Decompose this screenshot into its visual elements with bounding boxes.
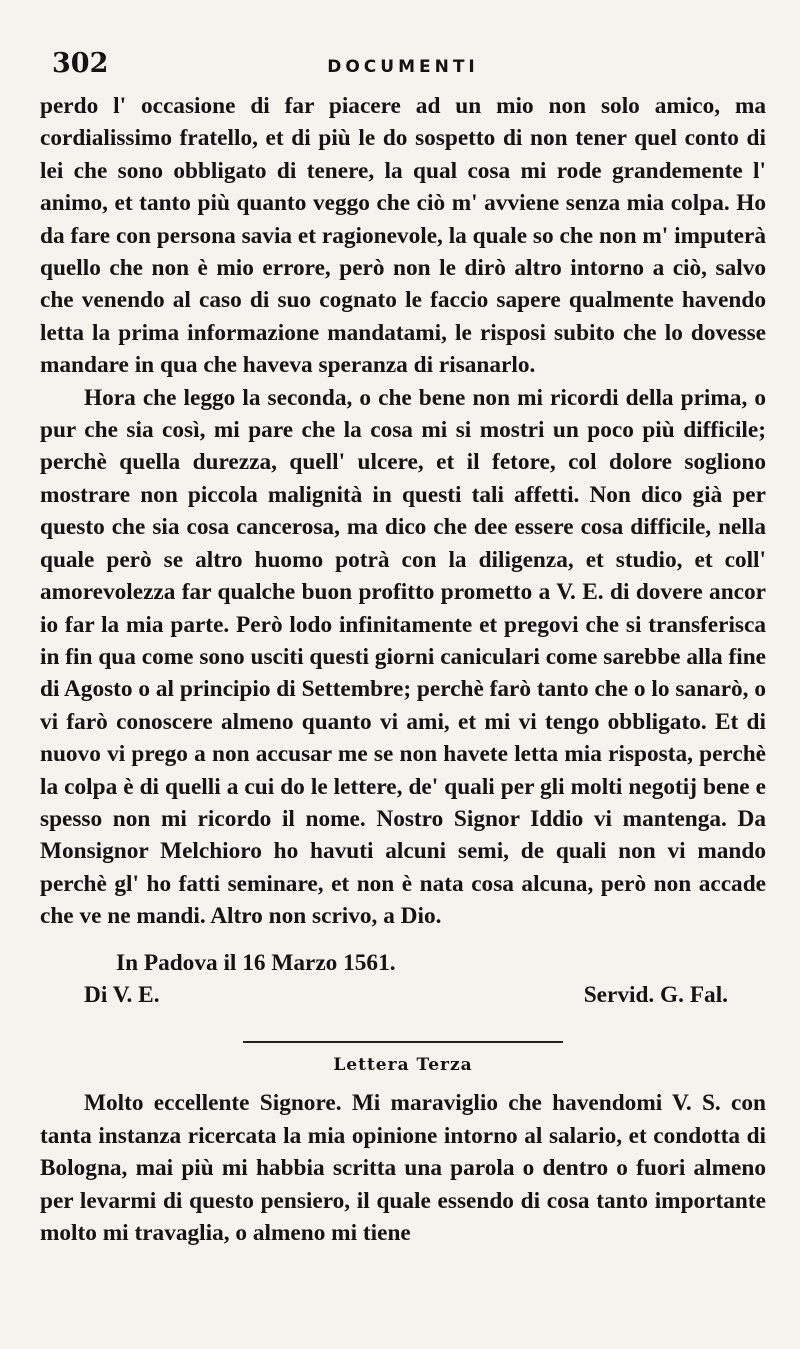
running-header — [40, 44, 766, 90]
place-date: In Padova il 16 Marzo 1561. — [116, 949, 396, 976]
page-number: 302 — [52, 48, 109, 79]
next-letter-body — [40, 1087, 766, 1249]
section-title: Lettera Terza — [333, 1055, 473, 1076]
paragraph-hora: Hora che leggo la seconda, o che bene non mi ricordi della prima, o pur che sia così, mi pare che la cosa mi si mostri un poco più difficile; perchè quella durezza, quell' ulcere, et il fetore, col dolore sogliono mostrare non piccola malignità in questi tali affetti. Non dico già per questo che sia cosa cancerosa, ma dico che dee essere cosa difficile, nella quale però se altro huomo potrà con la diligenza, et studio, et coll' amorevolezza far qualche buon profitto prometto a V. E. di dovere ancor io far la mia parte. Però lodo infinitamente et pregovi che si transferisca in fin qua come sono usciti questi giorni caniculari come sarebbe alla fine di Agosto o al principio di Settembre; perchè farò tanto che o lo sanarò, o vi farò conoscere almeno quanto vi ami, et mi vi tengo obbligato. Et di nuovo vi prego a non accusar me se non havete letta mia risposta, perchè la colpa è di quelli a cui do le lettere, de' quali per gli molti negotij bene e spesso non mi ricordo il nome. Nostro Signor Iddio vi mantenga. Da Monsignor Melchioro ho havuti alcuni semi, de quali non vi mando perchè gl' ho fatti seminare, et non è nata cosa alcuna, però non accade che ve ne mandi. Altro non scrivo, a Dio. — [40, 384, 766, 930]
salutation: Di V. E. — [84, 981, 160, 1008]
signature-row — [40, 979, 766, 1011]
running-title: DOCUMENTI — [327, 57, 479, 77]
letter-body — [40, 90, 766, 933]
section-divider — [243, 1041, 563, 1043]
signature: Servid. G. Fal. — [583, 981, 728, 1008]
paragraph-continuation: perdo l' occasione di far piacere ad un mio non solo amico, ma cordialissimo fratello, et di più le do sospetto di non tener quel conto di lei che sono obbligato di tenere, la qual cosa mi rode grandemente l' animo, et tanto più quanto veggo che ciò m' avviene senza mia colpa. Ho da fare con persona savia et ragionevole, la quale so che non m' imputerà quello che non è mio errore, però non le dirò altro intorno a ciò, salvo che venendo al caso di suo cognato le faccio sapere qualmente havendo letta la prima informazione mandatami, le risposi subito che lo dovesse mandare in qua che haveva speranza di risanarlo. — [40, 93, 766, 379]
letter-closing — [40, 947, 766, 1012]
paragraph-molto: Molto eccellente Signore. Mi maraviglio che havendomi V. S. con tanta instanza ricercata la mia opinione intorno al salario, et condotta di Bologna, mai più mi habbia scritta una parola o dentro o fuori almeno per levarmi di questo pensiero, il quale essendo di cosa tanto importante molto mi travaglia, o almeno mi tiene — [40, 1090, 766, 1246]
